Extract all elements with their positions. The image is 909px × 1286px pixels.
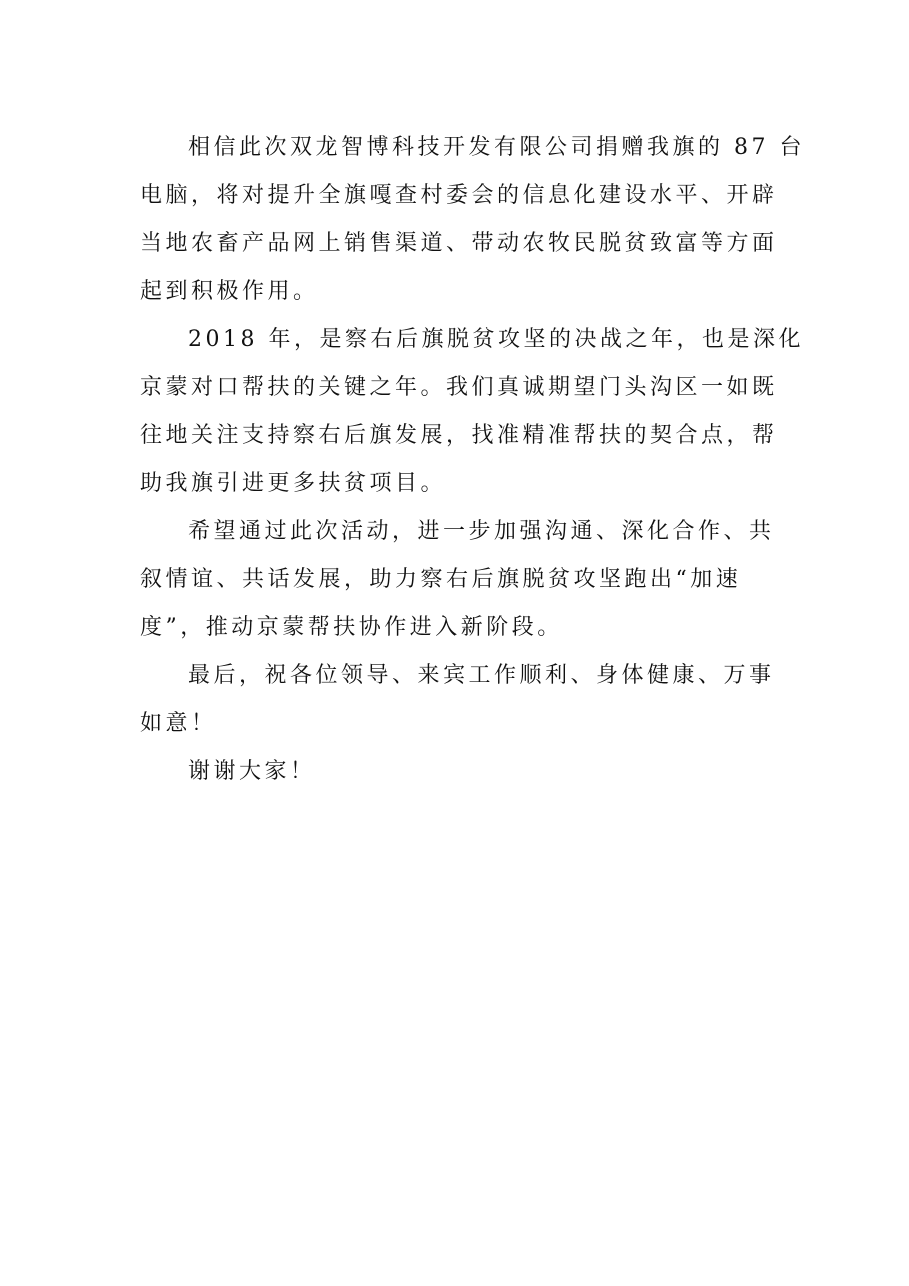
paragraph-thanks bbox=[140, 748, 774, 796]
paragraph-line: 希望通过此次活动，进一步加强沟通、深化合作、共 bbox=[188, 519, 775, 544]
document-body bbox=[140, 124, 805, 796]
paragraph-line: 助我旗引进更多扶贫项目。 bbox=[140, 471, 447, 496]
paragraph-line: 起到积极作用。 bbox=[140, 279, 319, 304]
paragraph-line: 电脑，将对提升全旗嘎查村委会的信息化建设水平、开辟 bbox=[140, 183, 778, 208]
paragraph-line: 谢谢大家！ bbox=[188, 759, 316, 784]
paragraph-donation bbox=[140, 124, 805, 316]
paragraph-line: 2018 年，是察右后旗脱贫攻坚的决战之年，也是深化 bbox=[188, 327, 804, 352]
paragraph-line: 往地关注支持察右后旗发展，找准精准帮扶的契合点，帮 bbox=[140, 423, 778, 448]
paragraph-closing-wishes bbox=[140, 652, 774, 748]
paragraph-line: 相信此次双龙智博科技开发有限公司捐赠我旗的 87 台 bbox=[188, 135, 805, 160]
paragraph-hope bbox=[140, 508, 774, 652]
paragraph-line: 如意！ bbox=[140, 711, 217, 736]
paragraph-line: 京蒙对口帮扶的关键之年。我们真诚期望门头沟区一如既 bbox=[140, 375, 778, 400]
paragraph-line: 当地农畜产品网上销售渠道、带动农牧民脱贫致富等方面 bbox=[140, 231, 778, 256]
paragraph-line: 度”，推动京蒙帮扶协作进入新阶段。 bbox=[140, 615, 563, 640]
paragraph-line: 最后，祝各位领导、来宾工作顺利、身体健康、万事 bbox=[188, 663, 775, 688]
paragraph-line: 叙情谊、共话发展，助力察右后旗脱贫攻坚跑出“加速 bbox=[140, 567, 742, 592]
paragraph-2018 bbox=[140, 316, 804, 508]
